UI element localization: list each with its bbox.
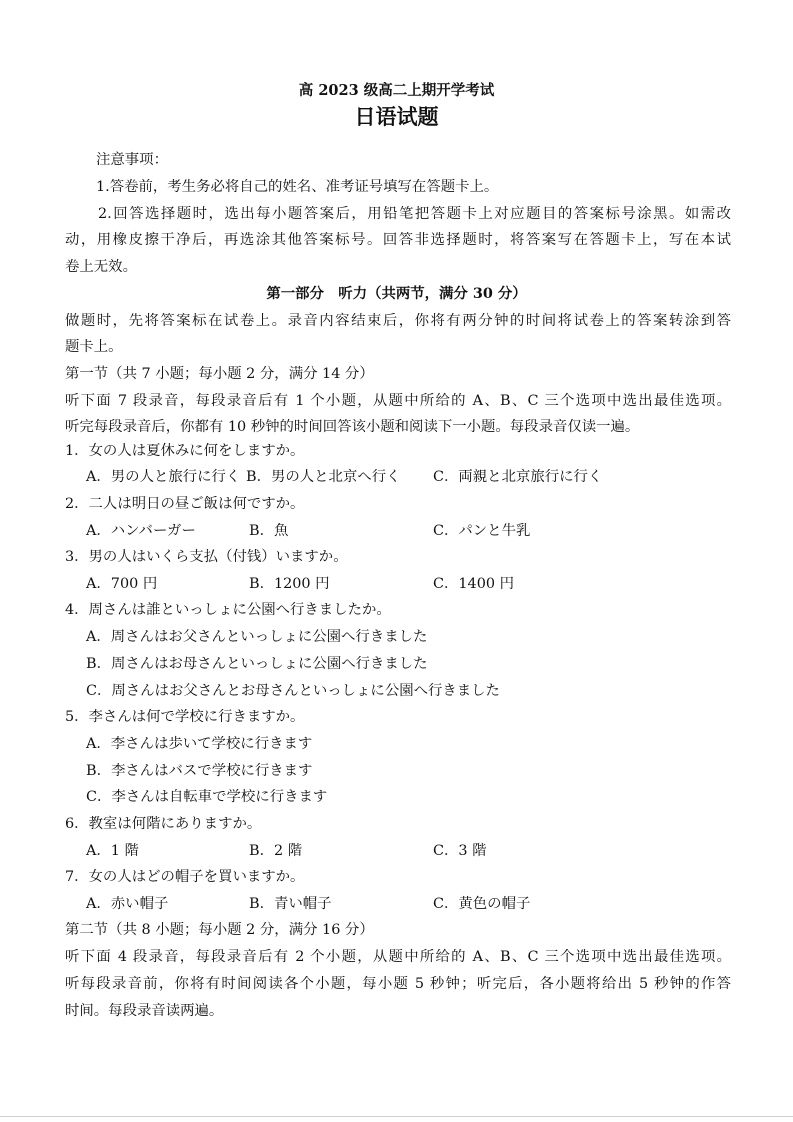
- question-6-option-c: C．3 階: [433, 843, 487, 859]
- question-6-option-a: A．1 階: [86, 843, 139, 859]
- section1-instructions-line-1: 听下面 7 段录音，每段录音后有 1 个小题，从题中所给的 A、B、C 三个选项中选出最佳选项。: [65, 393, 731, 409]
- question-2: 2．二人は明日の昼ご飯は何ですか。: [65, 496, 305, 512]
- question-1: 1．女の人は夏休みに何をしますか。: [65, 443, 305, 459]
- question-7-option-b: B．青い帽子: [249, 896, 332, 912]
- part1-heading: 第一部分 听力（共两节，满分 30 分）: [266, 285, 527, 302]
- question-5: 5．李さんは何で学校に行きますか。: [65, 709, 305, 725]
- part1-intro-line-2: 题卡上。: [65, 339, 123, 355]
- question-3-option-b: B．1200 円: [249, 576, 330, 592]
- section1-heading: 第一节（共 7 小题；每小题 2 分，满分 14 分）: [65, 366, 374, 382]
- question-5-option-a: A．李さんは歩いて学校に行きます: [86, 736, 313, 752]
- question-1-option-a: A．男の人と旅行に行く: [86, 469, 241, 485]
- notice-item-2-line-3: 卷上无效。: [65, 259, 137, 275]
- question-3: 3．男の人はいくら支払（付钱）いますか。: [65, 549, 348, 565]
- exam-subtitle: 高 2023 级高二上期开学考试: [298, 82, 495, 99]
- section1-instructions-line-2: 听完每段录音后，你都有 10 秒钟的时间回答该小题和阅读下一小题。每段录音仅读一遍。: [65, 419, 640, 435]
- notice-item-1: 1.答卷前，考生务必将自己的姓名、准考证号填写在答题卡上。: [96, 179, 499, 195]
- section2-instructions-line-2: 听每段录音前，你将有时间阅读各个小题，每小题 5 秒钟；听完后，各小题将给出 5 秒钟的作答: [65, 976, 731, 992]
- question-5-option-b: B．李さんはバスで学校に行きます: [86, 763, 313, 779]
- question-2-option-b: B．魚: [249, 523, 289, 539]
- question-3-option-a: A．700 円: [86, 576, 158, 592]
- question-7: 7．女の人はどの帽子を買いますか。: [65, 869, 305, 885]
- section2-instructions-line-1: 听下面 4 段录音，每段录音后有 2 个小题，从题中所给的 A、B、C 三个选项中选出最佳选项。: [65, 949, 731, 965]
- section2-instructions-line-3: 时间。每段录音读两遍。: [65, 1003, 224, 1019]
- question-7-option-a: A．赤い帽子: [86, 896, 169, 912]
- question-4-option-b: B．周さんはお母さんといっしょに公園へ行きました: [86, 656, 428, 672]
- question-1-option-b: B．男の人と北京へ行く: [246, 469, 401, 485]
- question-7-option-c: C．黄色の帽子: [433, 896, 531, 912]
- question-3-option-c: C．1400 円: [433, 576, 514, 592]
- notice-item-2-line-1: 2.回答选择题时，选出每小题答案后，用铅笔把答题卡上对应题目的答案标号涂黑。如需改: [98, 206, 731, 222]
- question-2-option-a: A．ハンバーガー: [86, 523, 196, 539]
- part1-intro-line-1: 做题时，先将答案标在试卷上。录音内容结束后，你将有两分钟的时间将试卷上的答案转涂到答: [65, 313, 731, 329]
- question-6-option-b: B．2 階: [249, 843, 303, 859]
- question-6: 6．教室は何階にありますか。: [65, 816, 262, 832]
- notice-heading: 注意事项：: [96, 152, 168, 168]
- section2-heading: 第二节（共 8 小题；每小题 2 分，满分 16 分）: [65, 922, 374, 938]
- question-4: 4．周さんは誰といっしょに公園へ行きましたか。: [65, 602, 391, 618]
- question-4-option-a: A．周さんはお父さんといっしょに公園へ行きました: [86, 629, 428, 645]
- page-bottom-divider: [0, 1116, 793, 1117]
- question-1-option-c: C．両親と北京旅行に行く: [433, 469, 603, 485]
- question-4-option-c: C．周さんはお父さんとお母さんといっしょに公園へ行きました: [86, 683, 500, 699]
- exam-title: 日语试题: [354, 104, 439, 129]
- notice-item-2-line-2: 动，用橡皮擦干净后，再选涂其他答案标号。回答非选择题时，将答案写在答题卡上，写在本试: [65, 232, 731, 248]
- question-5-option-c: C．李さんは自転車で学校に行きます: [86, 789, 328, 805]
- question-2-option-c: C．パンと牛乳: [433, 523, 531, 539]
